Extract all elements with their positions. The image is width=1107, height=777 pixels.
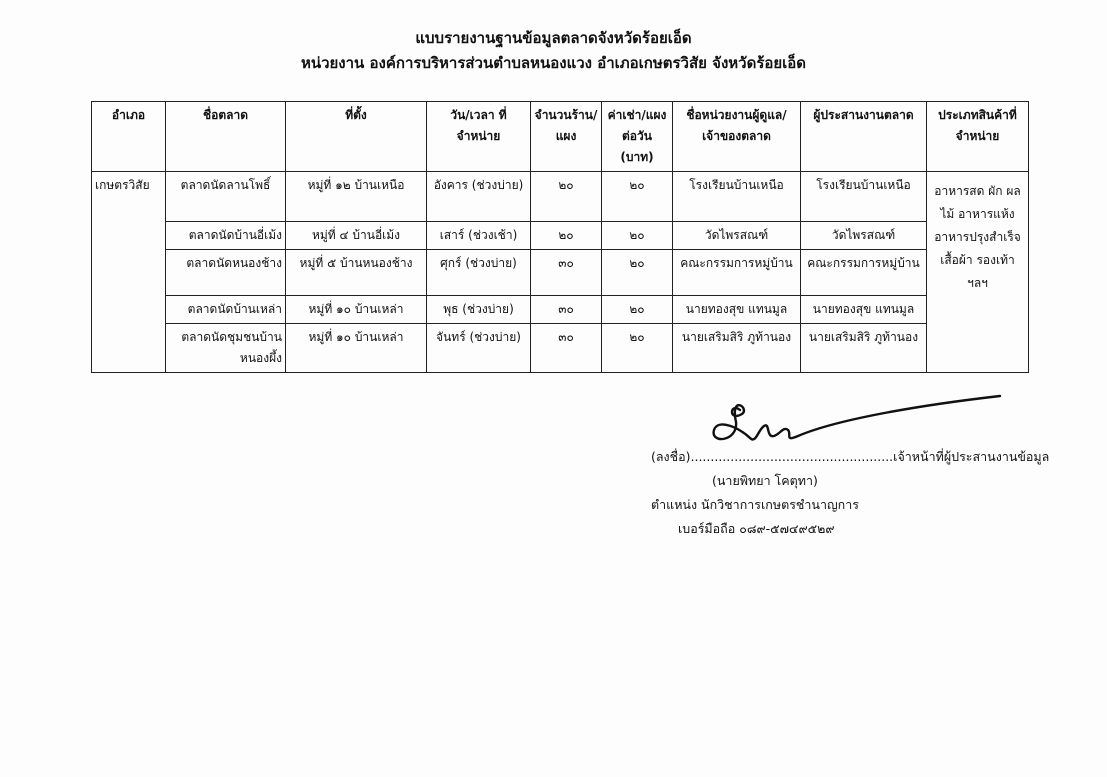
header-rent: ค่าเช่า/แผงต่อวัน (บาท) (602, 102, 673, 172)
location-cell: หมู่ที่ ๔ บ้านอี่เม้ง (286, 222, 427, 250)
owner-cell: นายเสริมสิริ ภูท้านอง (673, 324, 801, 373)
header-product-types: ประเภทสินค้าที่จำหน่าย (927, 102, 1029, 172)
table-row (92, 324, 1029, 373)
market-table (91, 101, 1029, 373)
location-cell: หมู่ที่ ๑๐ บ้านเหล่า (286, 324, 427, 373)
header-district: อำเภอ (92, 102, 166, 172)
header-market-name: ชื่อตลาด (166, 102, 286, 172)
stalls-cell: ๒๐ (531, 172, 602, 222)
schedule-cell: พุธ (ช่วงบ่าย) (427, 296, 531, 324)
stalls-cell: ๒๐ (531, 222, 602, 250)
owner-cell: นายทองสุข แทนมูล (673, 296, 801, 324)
owner-cell: วัดไพรสณฑ์ (673, 222, 801, 250)
header-location: ที่ตั้ง (286, 102, 427, 172)
header-owner: ชื่อหน่วยงานผู้ดูแล/ เจ้าของตลาด (673, 102, 801, 172)
market-name-cell: ตลาดนัดบ้านอี่เม้ง (166, 222, 286, 250)
schedule-cell: จันทร์ (ช่วงบ่าย) (427, 324, 531, 373)
stalls-cell: ๓๐ (531, 250, 602, 296)
location-cell: หมู่ที่ ๑๒ บ้านเหนือ (286, 172, 427, 222)
stalls-cell: ๓๐ (531, 324, 602, 373)
signer-position: ตำแหน่ง นักวิชาการเกษตรชำนาญการ (651, 497, 859, 512)
header-schedule: วัน/เวลา ที่จำหน่าย (427, 102, 531, 172)
report-agency-line: หน่วยงาน องค์การบริหารส่วนตำบลหนองแวง อำเภอเกษตรวิสัย จังหวัดร้อยเอ็ด (300, 54, 807, 72)
market-name-cell: ตลาดนัดหนองช้าง (166, 250, 286, 296)
schedule-cell: อังคาร (ช่วงบ่าย) (427, 172, 531, 222)
table-row (92, 296, 1029, 324)
location-cell: หมู่ที่ ๕ บ้านหนองช้าง (286, 250, 427, 296)
rent-cell: ๒๐ (602, 250, 673, 296)
owner-cell: คณะกรรมการหมู่บ้าน (673, 250, 801, 296)
rent-cell: ๒๐ (602, 296, 673, 324)
market-name-cell: ตลาดนัดลานโพธิ์ (166, 172, 286, 222)
coordinator-cell: โรงเรียนบ้านเหนือ (801, 172, 927, 222)
table-row (92, 172, 1029, 222)
rent-cell: ๒๐ (602, 172, 673, 222)
coordinator-cell: คณะกรรมการหมู่บ้าน (801, 250, 927, 296)
market-name-cell: ตลาดนัดบ้านเหล่า (166, 296, 286, 324)
sign-dots: ................................................... (690, 449, 894, 464)
district-cell: เกษตรวิสัย (92, 172, 166, 373)
owner-cell: โรงเรียนบ้านเหนือ (673, 172, 801, 222)
header-coordinator: ผู้ประสานงานตลาด (801, 102, 927, 172)
sign-role: เจ้าหน้าที่ผู้ประสานงานข้อมูล (893, 449, 1050, 464)
rent-cell: ๒๐ (602, 222, 673, 250)
signer-phone: เบอร์มือถือ ๐๘๙-๕๗๔๙๕๒๙ (678, 521, 835, 536)
location-cell: หมู่ที่ ๑๐ บ้านเหล่า (286, 296, 427, 324)
schedule-cell: ศุกร์ (ช่วงบ่าย) (427, 250, 531, 296)
coordinator-cell: นายทองสุข แทนมูล (801, 296, 927, 324)
header-stall-count: จำนวนร้าน/แผง (531, 102, 602, 172)
rent-cell: ๒๐ (602, 324, 673, 373)
signer-name: (นายพิทยา โคตุทา) (712, 473, 818, 488)
signature-line (651, 447, 1049, 467)
report-title: แบบรายงานฐานข้อมูลตลาดจังหวัดร้อยเอ็ด (415, 29, 692, 47)
stalls-cell: ๓๐ (531, 296, 602, 324)
table-row (92, 250, 1029, 296)
coordinator-cell: นายเสริมสิริ ภูท้านอง (801, 324, 927, 373)
table-row (92, 222, 1029, 250)
market-name-cell: ตลาดนัดชุมชนบ้านหนองผึ้ง (166, 324, 286, 373)
schedule-cell: เสาร์ (ช่วงเช้า) (427, 222, 531, 250)
coordinator-cell: วัดไพรสณฑ์ (801, 222, 927, 250)
sign-prefix: (ลงชื่อ) (651, 449, 691, 464)
product-types-cell: อาหารสด ผัก ผลไม้ อาหารแห้ง อาหารปรุงสำเร็จ เสื้อผ้า รองเท้า ฯลฯ (927, 172, 1029, 373)
table-header-row (92, 102, 1029, 172)
